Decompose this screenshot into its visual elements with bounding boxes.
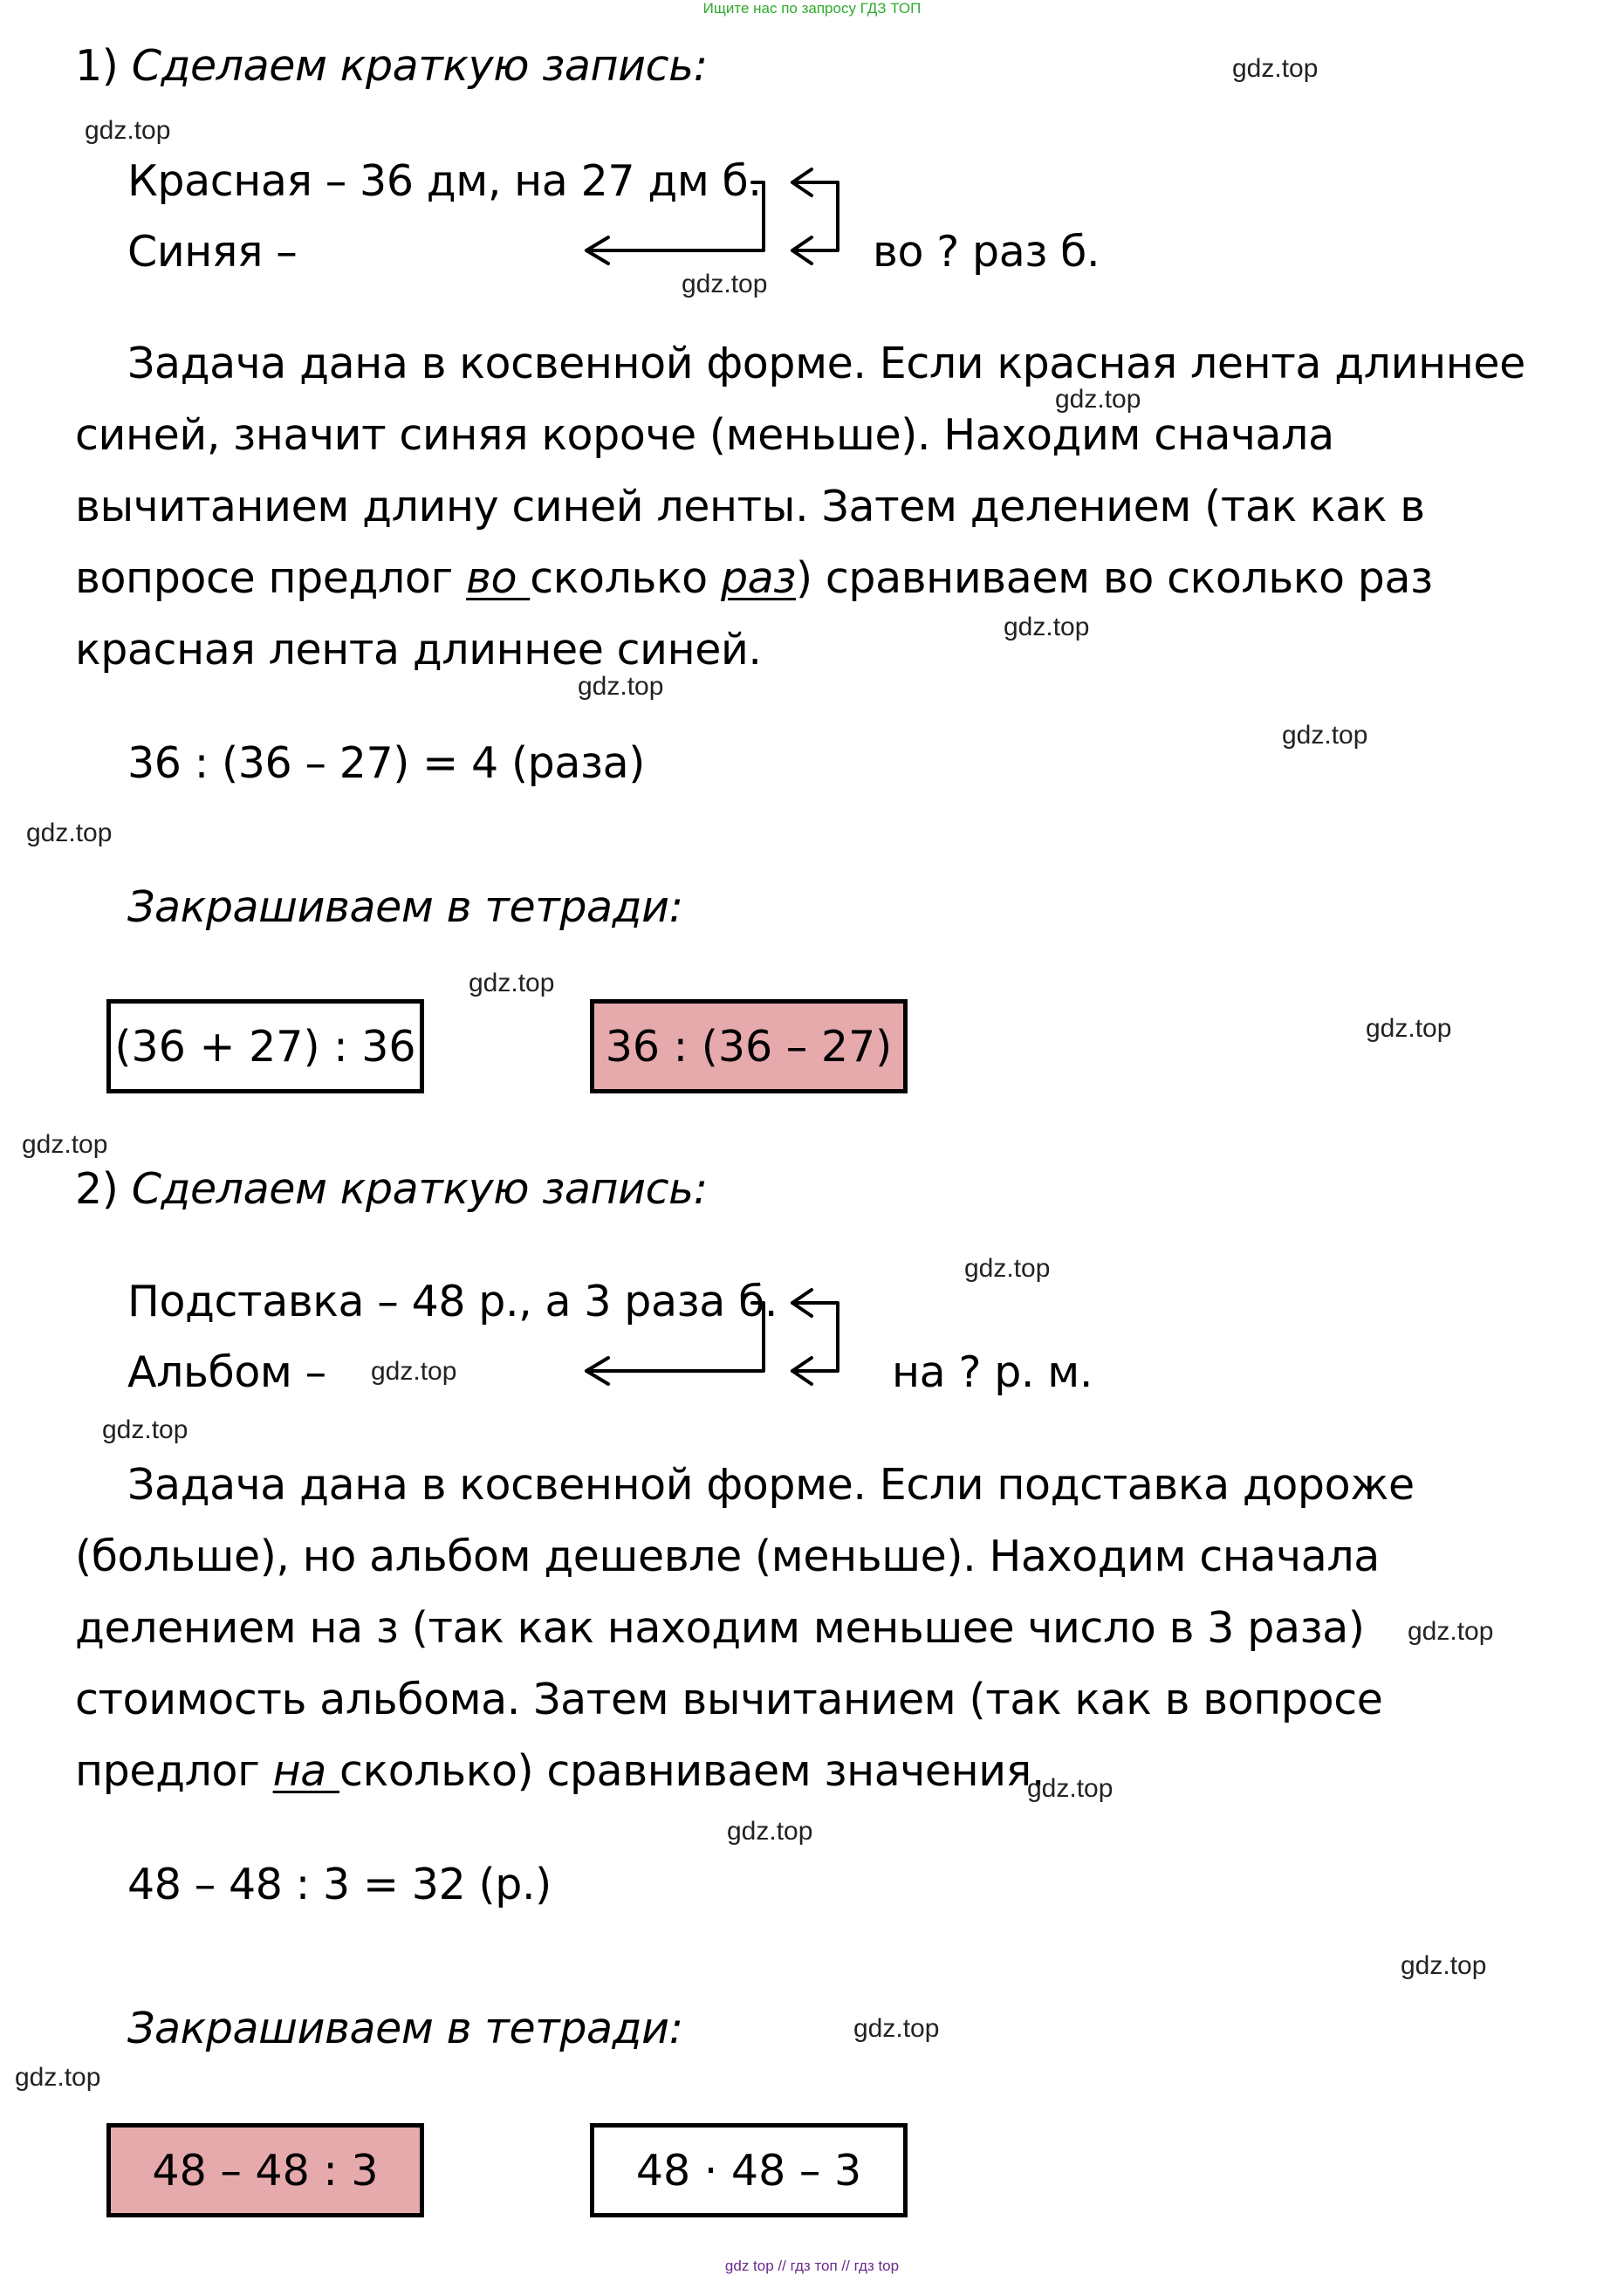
task2-expl-line-1: Задача дана в косвенной форме. Если подставка дороже: [127, 1460, 1415, 1510]
task2-option-b[interactable]: 48 · 48 – 3: [590, 2123, 908, 2217]
task1-underline-vo: во: [466, 553, 531, 603]
task2-line-album: Альбом –: [127, 1347, 326, 1397]
task1-expl-line-5: красная лента длиннее синей.: [75, 625, 762, 675]
watermark: gdz.top: [853, 2014, 940, 2043]
watermark: gdz.top: [26, 819, 113, 847]
task1-expl-line-4: [75, 552, 1433, 605]
task1-compare-bracket: [792, 182, 838, 250]
bottom-banner: gdz top // гдз топ // гдз top: [724, 2258, 900, 2274]
task2-compare-head-bottom: [792, 1358, 812, 1384]
task1-expl-4c: ) сравниваем во сколько раз: [795, 553, 1433, 603]
watermark: gdz.top: [1282, 721, 1368, 750]
task2-arrow-to-album-head: [586, 1358, 608, 1384]
watermark: gdz.top: [1004, 613, 1090, 641]
watermark: gdz.top: [964, 1254, 1051, 1283]
watermark: gdz.top: [1401, 1951, 1487, 1980]
watermark: gdz.top: [578, 672, 664, 701]
watermark: gdz.top: [102, 1415, 188, 1444]
task2-number: 2): [75, 1164, 119, 1214]
task1-expl-4a: вопросе предлог: [75, 553, 467, 603]
task2-option-a-shaded[interactable]: 48 – 48 : 3: [106, 2123, 424, 2217]
task1-expl-line-1: Задача дана в косвенной форме. Если красная лента длиннее: [127, 339, 1525, 388]
task1-shade-heading: Закрашиваем в тетради:: [127, 882, 683, 932]
task1-heading-line: [75, 40, 708, 93]
task1-underline-raz: раз: [720, 553, 796, 603]
task2-expl-line-2: (больше), но альбом дешевле (меньше). Находим сначала: [75, 1532, 1380, 1581]
task1-option-a[interactable]: (36 + 27) : 36: [106, 999, 424, 1093]
task1-heading: Сделаем краткую запись:: [131, 41, 708, 91]
task2-expl-line-5: [75, 1745, 1045, 1798]
watermark: gdz.top: [1408, 1617, 1494, 1646]
task2-underline-na: на: [272, 1746, 340, 1796]
task1-number: 1): [75, 41, 119, 91]
task2-solution: 48 – 48 : 3 = 32 (р.): [127, 1860, 552, 1909]
watermark: gdz.top: [1055, 385, 1141, 414]
task2-heading-line: [75, 1163, 708, 1216]
watermark: gdz.top: [15, 2063, 101, 2092]
task2-expl-line-3: делением на з (так как находим меньшее число в 3 раза): [75, 1603, 1365, 1653]
task1-expl-line-3: вычитанием длину синей ленты. Затем делением (так как в: [75, 482, 1425, 531]
task1-line-red: Красная – 36 дм, на 27 дм б.: [127, 156, 762, 206]
watermark: gdz.top: [1232, 54, 1319, 83]
watermark: gdz.top: [85, 116, 171, 145]
top-banner: Ищите нас по запросу ГДЗ ТОП: [702, 0, 922, 17]
task1-arrow-to-blue-head: [586, 237, 608, 264]
watermark: gdz.top: [469, 969, 555, 997]
task2-expl-line-4: стоимость альбома. Затем вычитанием (так как в вопросе: [75, 1675, 1383, 1724]
task1-line-blue: Синяя –: [127, 227, 298, 277]
watermark: gdz.top: [727, 1817, 813, 1846]
watermark: gdz.top: [682, 270, 768, 298]
task2-question: на ? р. м.: [892, 1347, 1093, 1397]
task2-expl-5b: сколько) сравниваем значения.: [339, 1746, 1045, 1796]
task2-compare-bracket: [792, 1303, 838, 1371]
watermark: gdz.top: [22, 1130, 108, 1159]
watermark: gdz.top: [371, 1357, 457, 1386]
task2-line-stand: Подставка – 48 р., а 3 раза б.: [127, 1277, 778, 1326]
task1-expl-4b: сколько: [530, 553, 721, 603]
task1-question: во ? раз б.: [873, 227, 1100, 277]
task2-shade-heading: Закрашиваем в тетради:: [127, 2004, 683, 2053]
task1-solution: 36 : (36 – 27) = 4 (раза): [127, 738, 646, 788]
task2-compare-head-top: [792, 1290, 812, 1316]
task2-expl-5a: предлог: [75, 1746, 273, 1796]
task1-compare-head-top: [792, 169, 812, 195]
watermark: gdz.top: [1027, 1774, 1114, 1803]
task1-expl-line-2: синей, значит синяя короче (меньше). Находим сначала: [75, 410, 1334, 460]
watermark: gdz.top: [1366, 1014, 1452, 1043]
task1-compare-head-bottom: [792, 237, 812, 264]
task2-heading: Сделаем краткую запись:: [131, 1164, 708, 1214]
task1-option-b-shaded[interactable]: 36 : (36 – 27): [590, 999, 908, 1093]
